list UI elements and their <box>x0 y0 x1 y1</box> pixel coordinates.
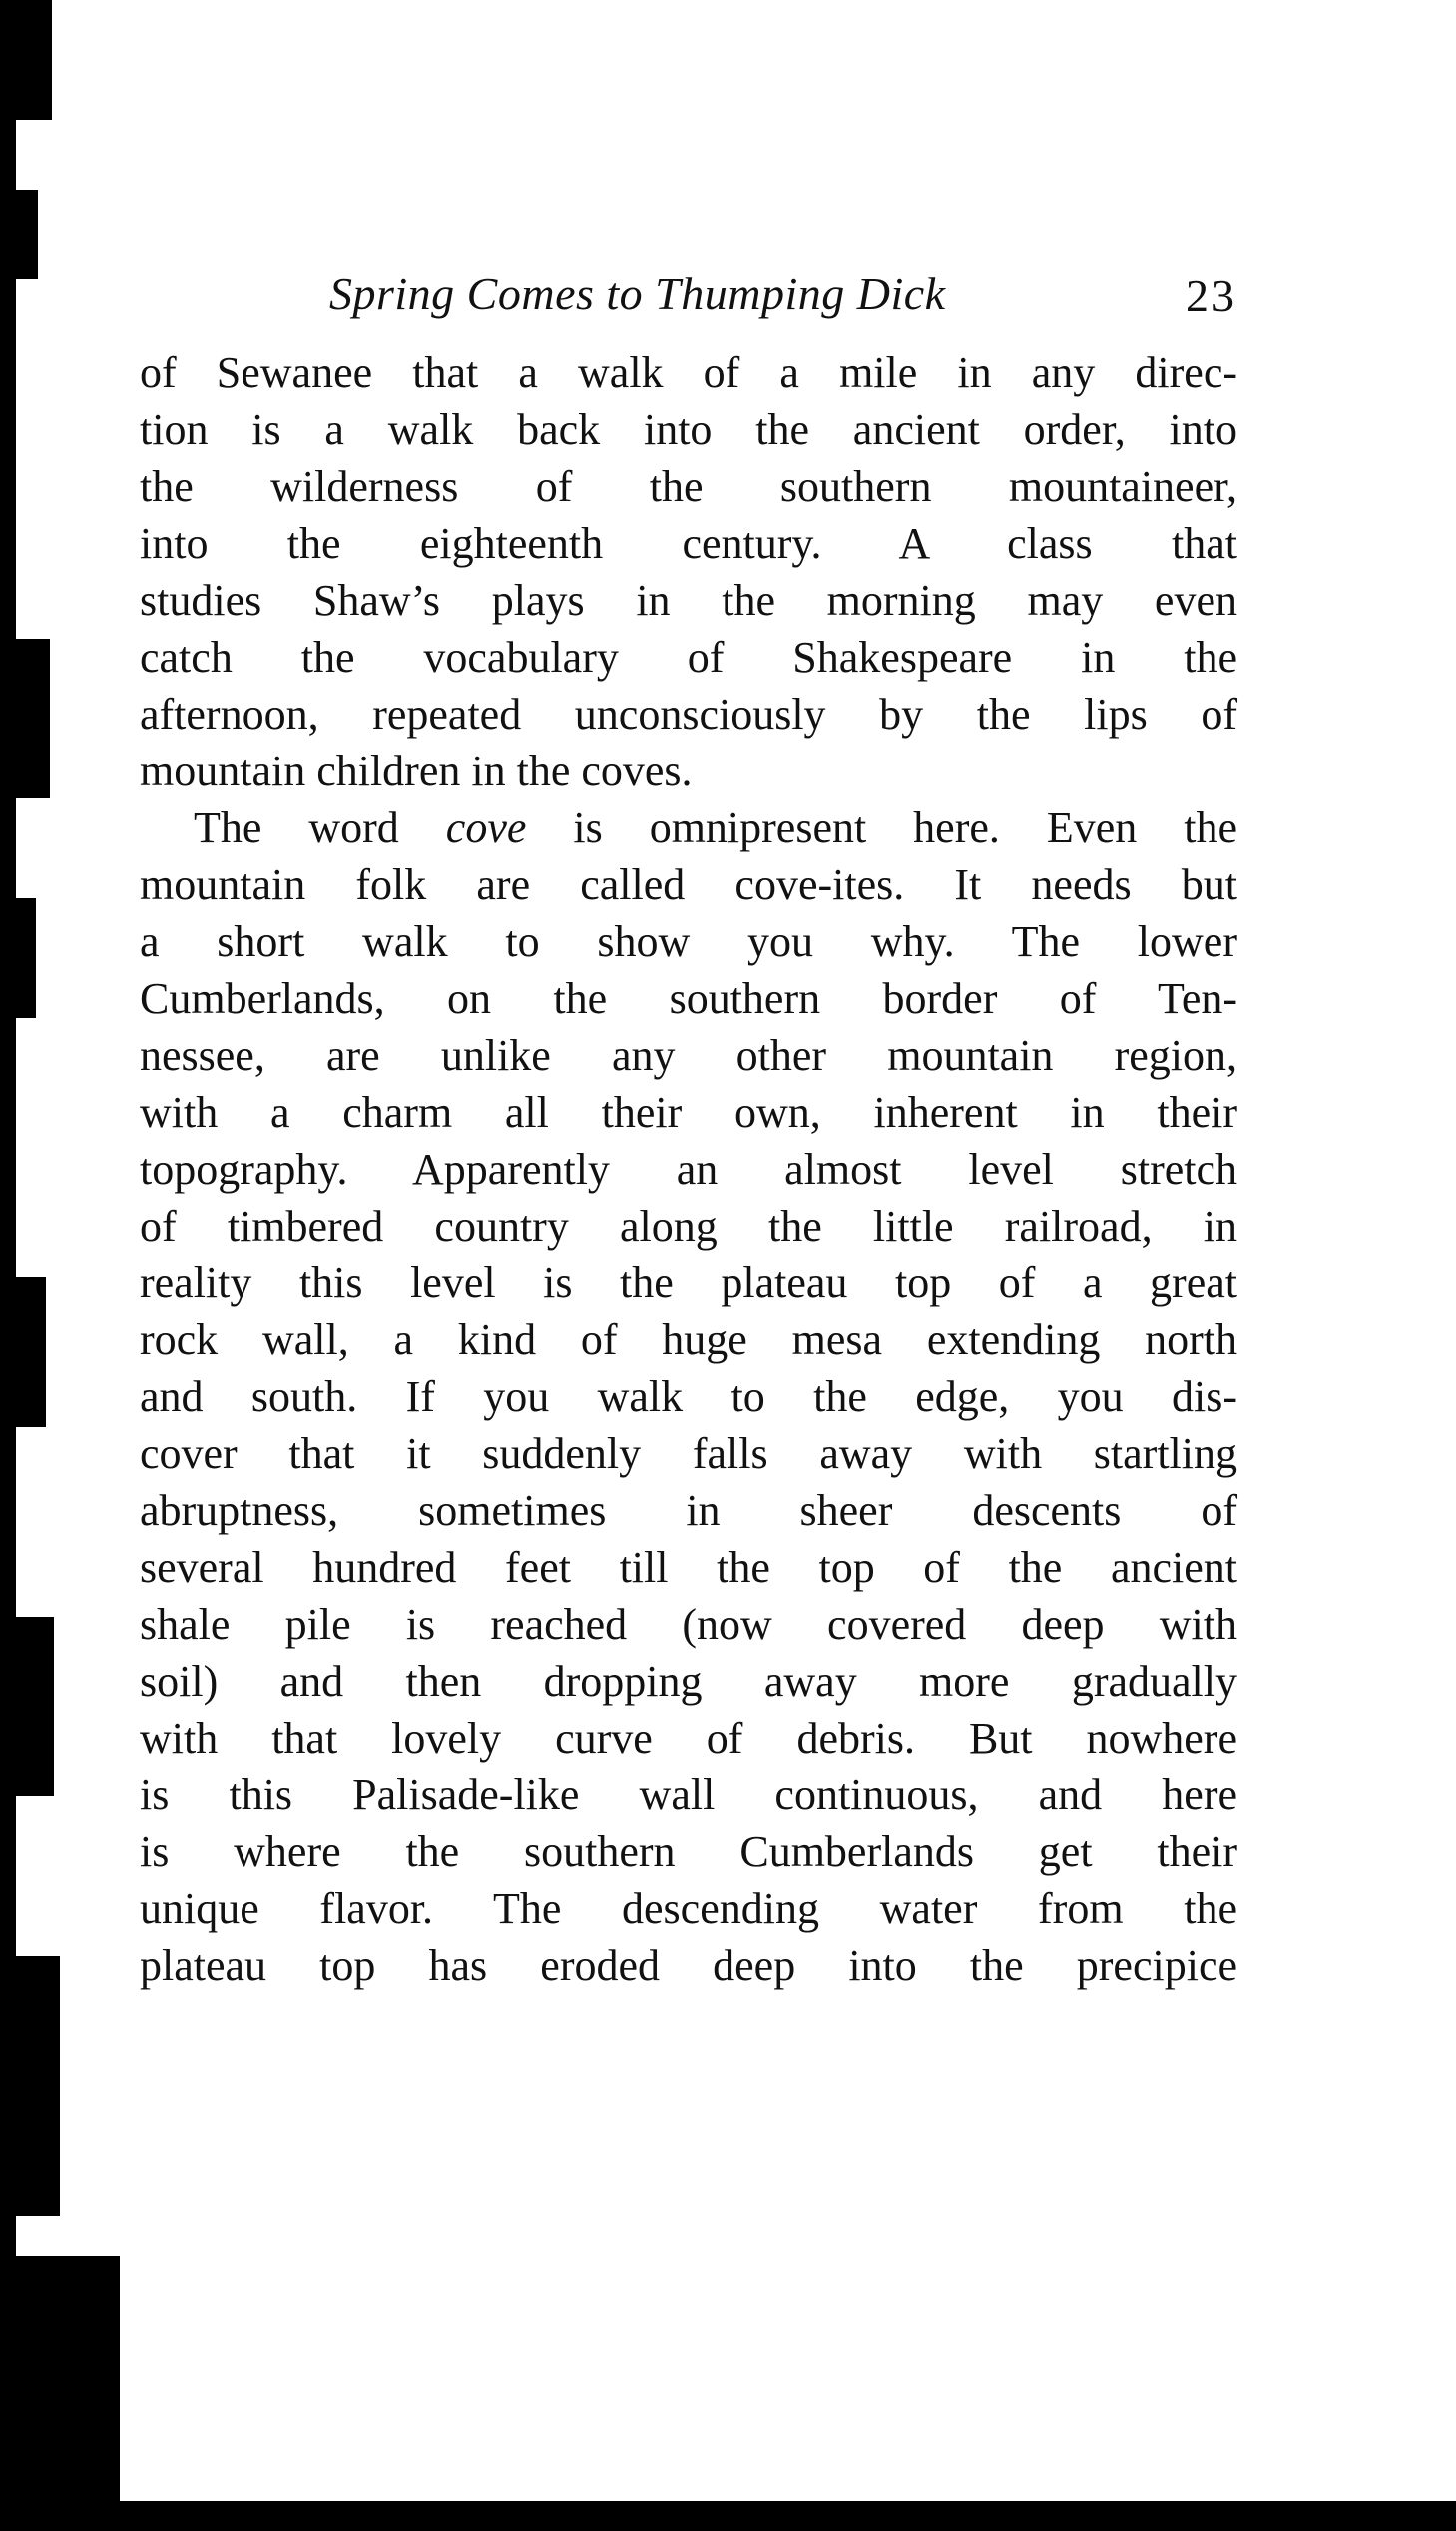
scan-edge-notch <box>16 639 50 798</box>
text-line: nessee, are unlike any other mountain region, <box>140 1031 1237 1080</box>
text-line: studies Shaw’s plays in the morning may even <box>140 576 1237 625</box>
text-line: mountain folk are called cove-ites. It needs but <box>140 860 1237 909</box>
running-title: Spring Comes to Thumping Dick <box>329 268 946 319</box>
running-head <box>140 267 1237 337</box>
page-number: 23 <box>1186 270 1237 321</box>
text-line-first <box>140 799 1237 856</box>
scan-edge-notch <box>16 1956 60 2216</box>
text-line: with a charm all their own, inherent in their <box>140 1088 1237 1137</box>
text-line: unique flavor. The descending water from the <box>140 1884 1237 1933</box>
text-line: of timbered country along the little railroad, in <box>140 1202 1237 1251</box>
text-line: several hundred feet till the top of the ancient <box>140 1543 1237 1592</box>
text-line: is where the southern Cumberlands get their <box>140 1827 1237 1876</box>
text-line: topography. Apparently an almost level stretch <box>140 1145 1237 1194</box>
text-line: with that lovely curve of debris. But nowhere <box>140 1714 1237 1763</box>
text-line: catch the vocabulary of Shakespeare in the <box>140 633 1237 682</box>
text-line: mountain children in the coves. <box>140 747 693 795</box>
text-line: cover that it suddenly falls away with startling <box>140 1429 1237 1478</box>
text-line: and south. If you walk to the edge, you dis- <box>140 1372 1237 1421</box>
text-line: of Sewanee that a walk of a mile in any direc- <box>140 348 1237 397</box>
text-line: tion is a walk back into the ancient order, into <box>140 405 1237 454</box>
scan-edge-notch <box>16 898 36 1018</box>
text-line: into the eighteenth century. A class that <box>140 519 1237 568</box>
text-line: afternoon, repeated unconsciously by the lips of <box>140 690 1237 739</box>
text-line: abruptness, sometimes in sheer descents of <box>140 1486 1237 1535</box>
scan-edge-notch <box>16 190 38 279</box>
text-line: rock wall, a kind of huge mesa extending north <box>140 1315 1237 1364</box>
scan-edge-notch <box>16 2256 120 2531</box>
text-line: the wilderness of the southern mountaineer, <box>140 462 1237 511</box>
text-segment: is omnipresent here. Even the <box>526 803 1237 852</box>
text-line: reality this level is the plateau top of a great <box>140 1259 1237 1307</box>
scan-edge-left <box>0 0 16 2531</box>
scan-edge-notch <box>16 1617 54 1796</box>
text-line: plateau top has eroded deep into the precipice <box>140 1941 1237 1990</box>
paragraph-1 <box>140 344 1237 799</box>
text-line: is this Palisade-like wall continuous, and here <box>140 1771 1237 1819</box>
paragraph-2 <box>140 799 1237 1994</box>
text-line: a short walk to show you why. The lower <box>140 917 1237 966</box>
text-segment: The word <box>194 803 446 852</box>
text-line: Cumberlands, on the southern border of Ten- <box>140 974 1237 1023</box>
scan-edge-notch <box>16 1277 46 1427</box>
body-text <box>140 344 1237 1994</box>
scan-edge-notch <box>16 0 52 120</box>
italic-word: cove <box>445 803 527 852</box>
scan-edge-bottom <box>120 2501 1456 2531</box>
text-line: soil) and then dropping away more gradually <box>140 1657 1237 1706</box>
text-line: shale pile is reached (now covered deep with <box>140 1600 1237 1649</box>
